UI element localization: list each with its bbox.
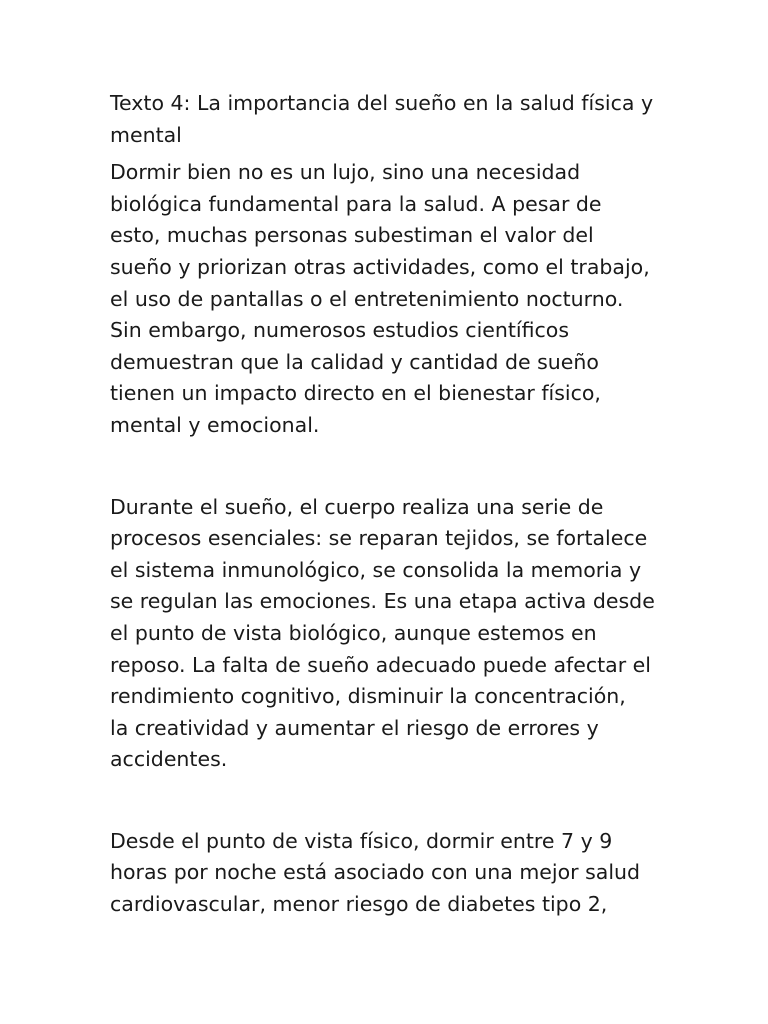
text-line: Dormir bien no es un lujo, sino una necesidad [110,160,581,185]
paragraph-2 [110,492,670,776]
paragraph-1 [110,157,670,441]
title-line: mental [110,122,182,147]
text-line: se regulan las emociones. Es una etapa activa desde [110,589,655,614]
document-page [110,88,670,921]
paragraph-3 [110,826,670,921]
text-line: rendimiento cognitivo, disminuir la concentración, [110,684,626,709]
text-line: el punto de vista biológico, aunque estemos en [110,620,597,645]
title-line: Texto 4: La importancia del sueño en la salud física y [110,91,654,115]
text-line: reposo. La falta de sueño adecuado puede afectar el [110,652,651,677]
text-line: biológica fundamental para la salud. A pesar de [110,191,602,216]
text-line: cardiovascular, menor riesgo de diabetes tipo 2, [110,892,608,917]
text-line: accidentes. [110,747,228,772]
text-line: Sin embargo, numerosos estudios científicos [110,318,570,343]
text-line: Desde el punto de vista físico, dormir entre 7 y 9 [110,828,613,853]
text-line: tienen un impacto directo en el bienestar físico, [110,381,601,406]
text-line: el sistema inmunológico, se consolida la memoria y [110,557,642,582]
text-line: Durante el sueño, el cuerpo realiza una serie de [110,494,604,519]
text-line: el uso de pantallas o el entretenimiento nocturno. [110,286,624,311]
text-line: esto, muchas personas subestiman el valor del [110,223,594,248]
text-line: mental y emocional. [110,412,320,437]
text-line: horas por noche está asociado con una mejor salud [110,860,641,885]
document-title [110,88,670,151]
text-line: demuestran que la calidad y cantidad de sueño [110,349,599,374]
text-line: la creatividad y aumentar el riesgo de errores y [110,715,599,740]
text-line: procesos esenciales: se reparan tejidos, se fortalece [110,526,648,551]
text-line: sueño y priorizan otras actividades, como el trabajo, [110,254,650,279]
